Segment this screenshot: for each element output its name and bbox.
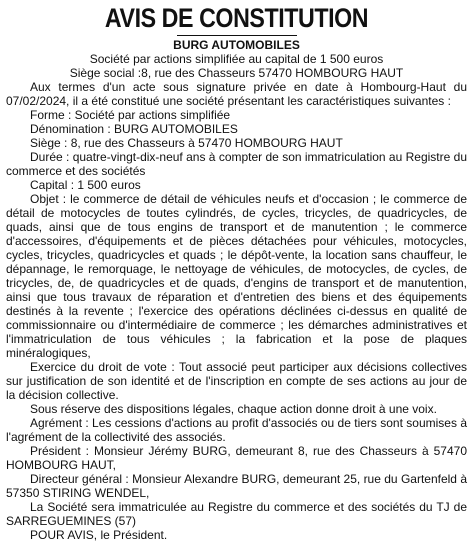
paragraph-one-vote: Sous réserve des dispositions légales, chaque action donne droit à une voix. (30, 402, 437, 416)
notice-title: AVIS DE CONSTITUTION (104, 3, 369, 33)
paragraph-general-director: Directeur général : Monsieur Alexandre BURG, demeurant 25, rue du Gartenfeld à 57350 STIRING WENDEL, (6, 472, 467, 500)
title-underline (177, 35, 297, 36)
paragraph-voting-right: Exercice du droit de vote : Tout associé peut participer aux décisions collectives sur justification de son identité et de l'inscription en compte de ses actions au jour de la décision collective. (6, 360, 467, 402)
company-name: BURG AUTOMOBILES (173, 38, 300, 52)
company-type-capital: Société par actions simplifiée au capital de 1 500 euros (89, 52, 384, 66)
paragraph-duration: Durée : quatre-vingt-dix-neuf ans à compter de son immatriculation au Registre du commerce et des sociétés (6, 150, 467, 178)
paragraph-deed: Aux termes d'un acte sous signature privée en date à Hombourg-Haut du 07/02/2024, il a été constitué une société présentant les caractéristiques suivantes : (6, 80, 467, 108)
paragraph-form: Forme : Société par actions simplifiée (30, 108, 231, 122)
paragraph-approval: Agrément : Les cessions d'actions au profit d'associés ou de tiers sont soumises à l'agrément de la collectivité des associés. (6, 416, 467, 444)
paragraph-signature: POUR AVIS, le Président. (30, 528, 168, 542)
head-office: Siège social :8, rue des Chasseurs 57470 HOMBOURG HAUT (69, 66, 404, 80)
paragraph-name: Dénomination : BURG AUTOMOBILES (30, 122, 238, 136)
paragraph-registration: La Société sera immatriculée au Registre du commerce et des sociétés du TJ de SARREGUEMINES (57) (6, 500, 467, 528)
paragraph-purpose: Objet : le commerce de détail de véhicules neufs et d'occasion ; le commerce de détail de motocycles de toutes cylindrés, de cycles, tricycles, de quadricycles, de quads, ainsi que de tous engins de transport et de manutention ; le commerce d'accessoires, d'équipements et de pièces détachées pour véhicules, motocycles, cycles, tricycles, quadricycles et quads ; le dépôt-vente, la location sans chauffeur, le dépannage, le remorquage, le nettoyage de véhicules, de motocycles, de cycles, de tricycles, de, de quadricycles et de quads, d'engins de transport et de manutention, ainsi que tous travaux de réparation et d'entretien des biens et des équipements destinés à la revente ; l'exercice des opérations déclinées ci-dessus en qualité de commissionnaire ou d'intermédiaire de commerce ; les démarches administratives et l'immatriculation de tous véhicules ; la fabrication et la pose de plaques minéralogiques, (6, 192, 467, 360)
paragraph-seat: Siège : 8, rue des Chasseurs à 57470 HOMBOURG HAUT (30, 136, 343, 150)
paragraph-capital: Capital : 1 500 euros (30, 178, 141, 192)
paragraph-president: Président : Monsieur Jérémy BURG, demeurant 8, rue des Chasseurs à 57470 HOMBOURG HAUT, (6, 444, 467, 472)
